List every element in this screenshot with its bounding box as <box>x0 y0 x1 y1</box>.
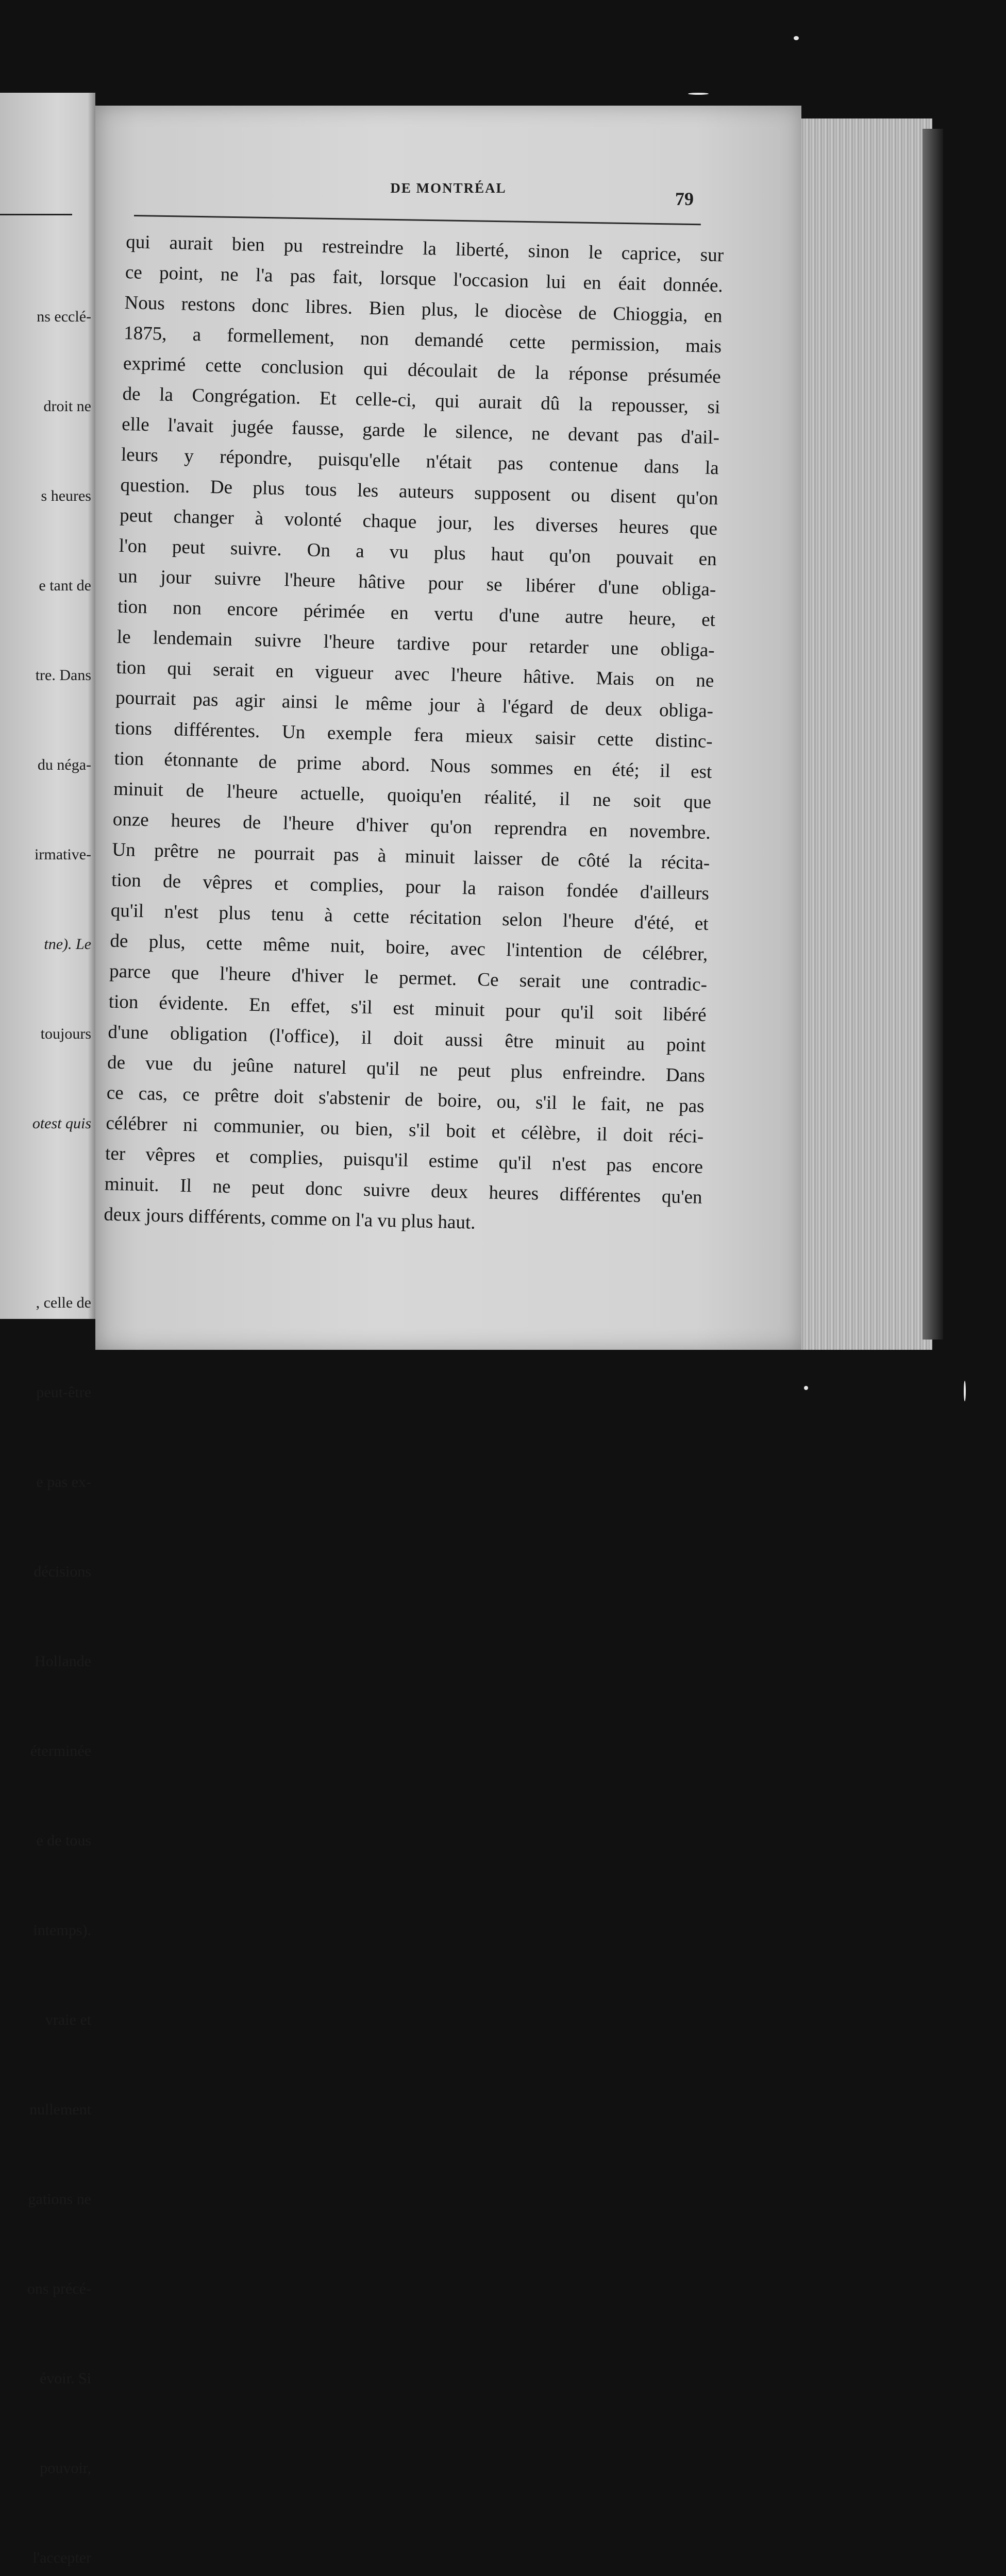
dust-speck <box>964 1381 966 1401</box>
text-line: l'on peut suivre. On a vu plus haut qu'on pouvait en <box>119 535 717 570</box>
text-line-last: deux jours différents, comme on l'a vu plus haut. <box>104 1204 476 1233</box>
previous-page-line: décisions <box>33 1563 91 1580</box>
dust-speck <box>804 1386 808 1390</box>
previous-page-line: l'accepter <box>32 2549 91 2566</box>
previous-page-line: éterminée <box>30 1742 91 1759</box>
dust-speck <box>794 36 799 40</box>
running-head: DE MONTRÉAL <box>390 180 507 196</box>
previous-page-line: e pas ex- <box>36 1473 91 1490</box>
previous-page-line: droit ne <box>43 398 91 415</box>
text-line: un jour suivre l'heure hâtive pour se libérer d'une obliga- <box>118 565 716 601</box>
text-line: Nous restons donc libres. Bien plus, le diocèse de Chioggia, en <box>124 292 723 327</box>
previous-page-line: tne). Le <box>44 936 91 953</box>
previous-page-line: ns ecclé- <box>37 308 91 325</box>
previous-page <box>0 93 95 2566</box>
body-text <box>104 227 724 1243</box>
text-line: tion qui serait en vigueur avec l'heure hâtive. Mais on ne <box>116 656 714 692</box>
previous-page-line: Hollande <box>35 1653 91 1670</box>
book-page <box>95 106 801 1350</box>
previous-page-line: du néga- <box>37 756 91 773</box>
previous-page-line: vraie et <box>45 2011 91 2028</box>
text-line: minuit. Il ne peut donc suivre deux heures différentes qu'en <box>104 1173 703 1208</box>
text-line: ter vêpres et complies, puisqu'il estime qu'il n'est pas encore <box>105 1143 703 1178</box>
previous-page-text <box>0 242 91 2576</box>
text-line: tion de vêpres et complies, pour la raison fondée d'ailleurs <box>111 869 710 904</box>
text-line: elle l'avait jugée fausse, garde le silence, ne devant pas d'ail- <box>121 413 720 449</box>
previous-page-line: peut-être <box>36 1384 91 1401</box>
previous-page-line: s heures <box>41 487 91 504</box>
text-line: ce point, ne l'a pas fait, lorsque l'occasion lui en éait donnée. <box>125 261 724 297</box>
text-line: tion non encore périmée en vertu d'une autre heure, et <box>117 596 716 631</box>
text-line: pourrait pas agir ainsi le même jour à l'égard de deux obliga- <box>115 687 714 722</box>
text-line: parce que l'heure d'hiver le permet. Ce serait une contradic- <box>109 960 708 995</box>
text-line: tion évidente. En effet, s'il est minuit pour qu'il soit libéré <box>108 991 707 1026</box>
header-rule <box>134 215 701 225</box>
text-line: onze heures de l'heure d'hiver qu'on reprendra en novembre. <box>112 808 711 844</box>
previous-page-line: , celle de <box>36 1294 91 1311</box>
text-line: minuit de l'heure actuelle, quoiqu'en réalité, il ne soit que <box>113 778 712 814</box>
book-edge-shadow <box>923 129 943 1340</box>
text-line: qu'il n'est plus tenu à cette récitation selon l'heure d'été, et <box>110 900 709 935</box>
text-line: peut changer à volonté chaque jour, les diverses heures que <box>119 504 718 540</box>
text-line: Un prêtre ne pourrait pas à minuit laisser de côté la récita- <box>112 839 710 874</box>
previous-page-line: e tant de <box>39 577 91 594</box>
text-line: de la Congrégation. Et celle-ci, qui aurait dû la repousser, si <box>122 383 720 418</box>
previous-page-line: ons précé- <box>27 2280 91 2297</box>
text-line: d'une obligation (l'office), il doit aussi être minuit au point <box>108 1021 706 1056</box>
text-line: tion étonnante de prime abord. Nous sommes en été; il est <box>114 748 712 783</box>
text-line: ce cas, ce prêtre doit s'abstenir de boire, ou, s'il le fait, ne pas <box>106 1082 705 1117</box>
text-line: le lendemain suivre l'heure tardive pour retarder une obliga- <box>116 626 715 662</box>
previous-page-line: toujours <box>40 1025 91 1042</box>
previous-page-line: évoir. Si <box>39 2370 91 2387</box>
text-line: exprimé cette conclusion qui découlait de la réponse présumée <box>123 352 722 388</box>
text-line: qui aurait bien pu restreindre la liberté, sinon le caprice, sur <box>125 231 724 266</box>
previous-page-line: pouvoir, <box>40 2460 91 2477</box>
previous-page-line: tre. Dans <box>35 667 91 684</box>
page-number: 79 <box>675 189 694 209</box>
text-line: célébrer ni communier, ou bien, s'il boit et célèbre, il doit réci- <box>106 1112 704 1147</box>
previous-page-line: nullement <box>29 2101 91 2118</box>
previous-page-line: e de tous <box>36 1832 91 1849</box>
previous-page-rule <box>0 214 72 215</box>
previous-page-line: otest quis <box>32 1115 91 1132</box>
dust-speck <box>688 93 709 95</box>
text-line: question. De plus tous les auteurs supposent ou disent qu'on <box>120 474 718 510</box>
previous-page-line: gations ne <box>28 2191 91 2208</box>
text-line: leurs y répondre, puisqu'elle n'était pas contenue dans la <box>121 444 719 479</box>
previous-page-line <box>0 1198 91 1228</box>
text-line: 1875, a formellement, non demandé cette permission, mais <box>123 322 722 358</box>
text-line: de plus, cette même nuit, boire, avec l'intention de célébrer, <box>110 930 708 965</box>
text-line: tions différentes. Un exemple fera mieux saisir cette distinc- <box>114 717 713 753</box>
previous-page-line: intemps). <box>33 1922 91 1939</box>
previous-page-line: irmative- <box>35 846 91 863</box>
text-line: de vue du jeûne naturel qu'il ne peut plus enfreindre. Dans <box>107 1052 706 1087</box>
